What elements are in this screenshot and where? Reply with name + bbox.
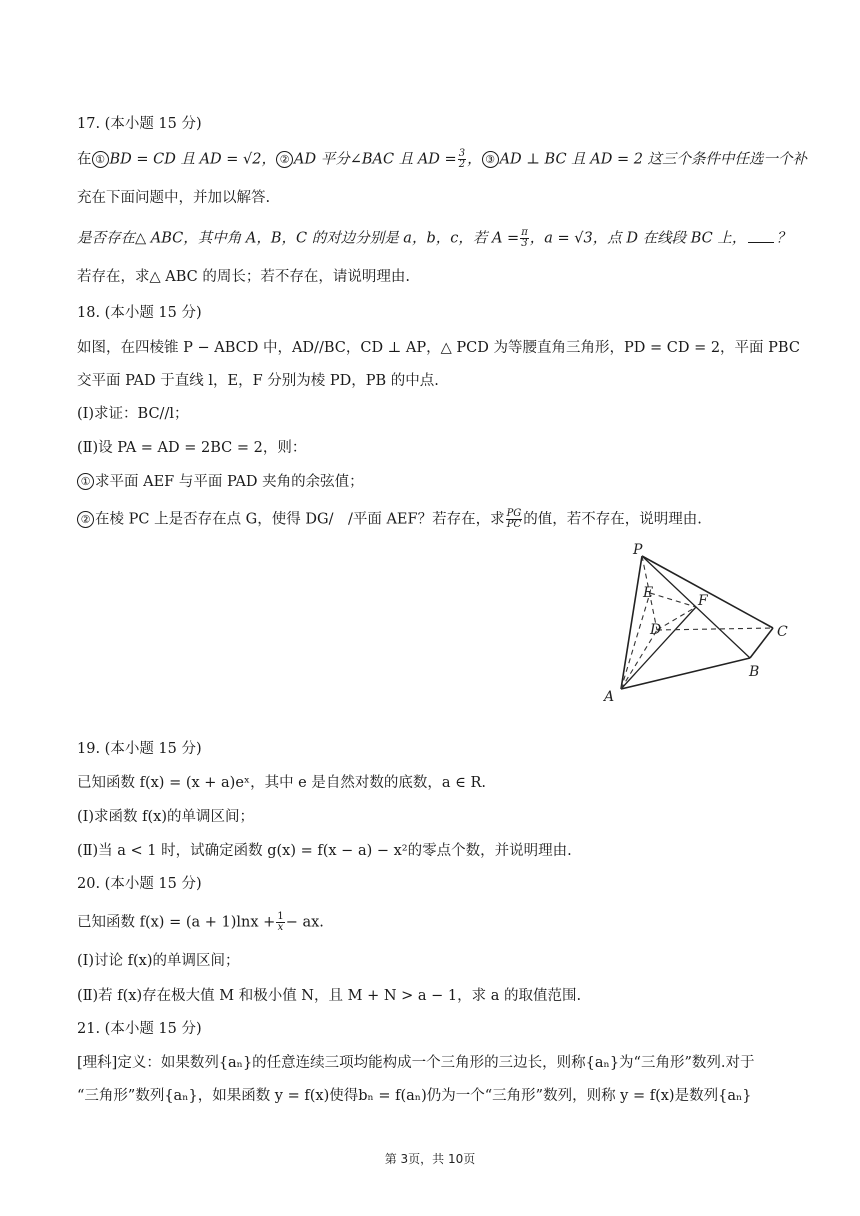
q20-header: 20. (本小题 15 分) xyxy=(77,876,202,892)
segment-DF xyxy=(657,607,696,630)
circled-1: ① xyxy=(77,473,94,490)
label-A: A xyxy=(604,689,615,705)
label-D: D xyxy=(650,622,662,638)
q17-frac-den: 2 xyxy=(458,159,466,170)
edge-AB xyxy=(621,658,750,689)
q17-frac-num: 3 xyxy=(458,148,466,159)
q19-header: 19. (本小题 15 分) xyxy=(77,741,202,757)
q17-line3-c: ？ xyxy=(776,230,791,247)
q18-frac-num: PG xyxy=(506,508,522,519)
q19-part2: (Ⅱ)当 a < 1 时，试确定函数 g(x) = f(x − a) − x²的零点个数，并说明理由. xyxy=(77,843,572,859)
q20-part1: (Ⅰ)讨论 f(x)的单调区间； xyxy=(77,953,240,969)
label-C: C xyxy=(777,624,788,640)
q17-cond-b: AD 平分∠BAC 且 AD = xyxy=(294,151,457,168)
q18-sub1-text: 求平面 AEF 与平面 PAD 夹角的余弦值； xyxy=(95,474,364,490)
q21-line1: [理科]定义：如果数列{aₙ}的任意连续三项均能构成一个三角形的三边长，则称{aₙ}为“三角形”数列.对于 xyxy=(77,1055,755,1071)
circled-2: ② xyxy=(77,511,94,528)
q18-header: 18. (本小题 15 分) xyxy=(77,305,202,321)
circled-1: ① xyxy=(92,151,109,168)
q18-part1: (Ⅰ)求证：BC//l； xyxy=(77,406,189,422)
q17-pi-num: π xyxy=(521,227,528,238)
q18-line2: 交平面 PAD 于直线 l，E，F 分别为棱 PD，PB 的中点. xyxy=(77,373,439,389)
q21-header: 21. (本小题 15 分) xyxy=(77,1021,202,1037)
q19-line1: 已知函数 f(x) = (x + a)eˣ，其中 e 是自然对数的底数，a ∈ R. xyxy=(77,775,486,791)
q17-pi-den: 3 xyxy=(521,238,528,249)
q17-line3-a: 是否存在△ ABC，其中角 A，B，C 的对边分别是 a，b，c，若 A = xyxy=(77,230,520,247)
q17-line1: 在 ① BD = CD 且 AD = √2， ② AD 平分∠BAC 且 AD = $\frac{3}{2}$ ， ③ AD ⊥ BC 且 AD = 2 这三个条件中任选一个补 xyxy=(77,148,808,170)
answer-blank xyxy=(748,230,774,243)
label-F: F xyxy=(698,593,708,609)
q17-cond-c: AD ⊥ BC 且 AD = 2 这三个条件中任选一个补 xyxy=(499,151,808,168)
q19-part1: (Ⅰ)求函数 f(x)的单调区间； xyxy=(77,809,255,825)
q18-sub2-b: 的值，若不存在，说明理由. xyxy=(523,511,702,528)
q17-line3-b: ，a = √3，点 D 在线段 BC 上， xyxy=(529,230,747,247)
q20-frac-den: x xyxy=(277,922,284,933)
q17-line4: 若存在，求△ ABC 的周长；若不存在，请说明理由. xyxy=(77,269,410,285)
q20-line1 xyxy=(77,912,324,933)
segment-AE xyxy=(621,593,650,689)
q18-sub2 xyxy=(77,509,702,530)
edge-BC xyxy=(750,628,773,658)
q18-sub2-a: 在棱 PC 上是否存在点 G，使得 DG/ /平面 AEF？若存在，求 xyxy=(95,511,505,528)
label-B: B xyxy=(749,664,760,680)
q18-part2: (Ⅱ)设 PA = AD = 2BC = 2，则： xyxy=(77,440,307,456)
q17-line2: 充在下面问题中，并加以解答. xyxy=(77,190,271,206)
pyramid-figure xyxy=(595,538,805,708)
q17-cond-a: BD = CD 且 AD = √2， xyxy=(109,151,277,168)
label-E: E xyxy=(643,585,654,601)
q20-frac-num: 1 xyxy=(277,911,284,922)
q18-frac-den: PC xyxy=(506,519,522,530)
q18-sub1 xyxy=(77,472,364,492)
circled-2: ② xyxy=(276,151,293,168)
label-P: P xyxy=(633,542,643,558)
q18-line1: 如图，在四棱锥 P − ABCD 中，AD//BC，CD ⊥ AP，△ PCD 为等腰直角三角形，PD = CD = 2，平面 PBC xyxy=(77,340,800,356)
circled-3: ③ xyxy=(482,151,499,168)
q20-line1-b: − ax. xyxy=(285,914,324,931)
q17-line3 xyxy=(77,228,791,249)
q21-line2: “三角形”数列{aₙ}，如果函数 y = f(x)使得bₙ = f(aₙ)仍为一个“三角形”数列，则称 y = f(x)是数列{aₙ} xyxy=(77,1088,752,1104)
q20-line1-a: 已知函数 f(x) = (a + 1)lnx + xyxy=(77,914,276,931)
page-footer: 第 3页，共 10页 xyxy=(384,1152,476,1166)
q17-header: 17. (本小题 15 分) xyxy=(77,116,202,132)
q20-part2: (Ⅱ)若 f(x)存在极大值 M 和极小值 N，且 M + N > a − 1，求 a 的取值范围. xyxy=(77,988,582,1004)
